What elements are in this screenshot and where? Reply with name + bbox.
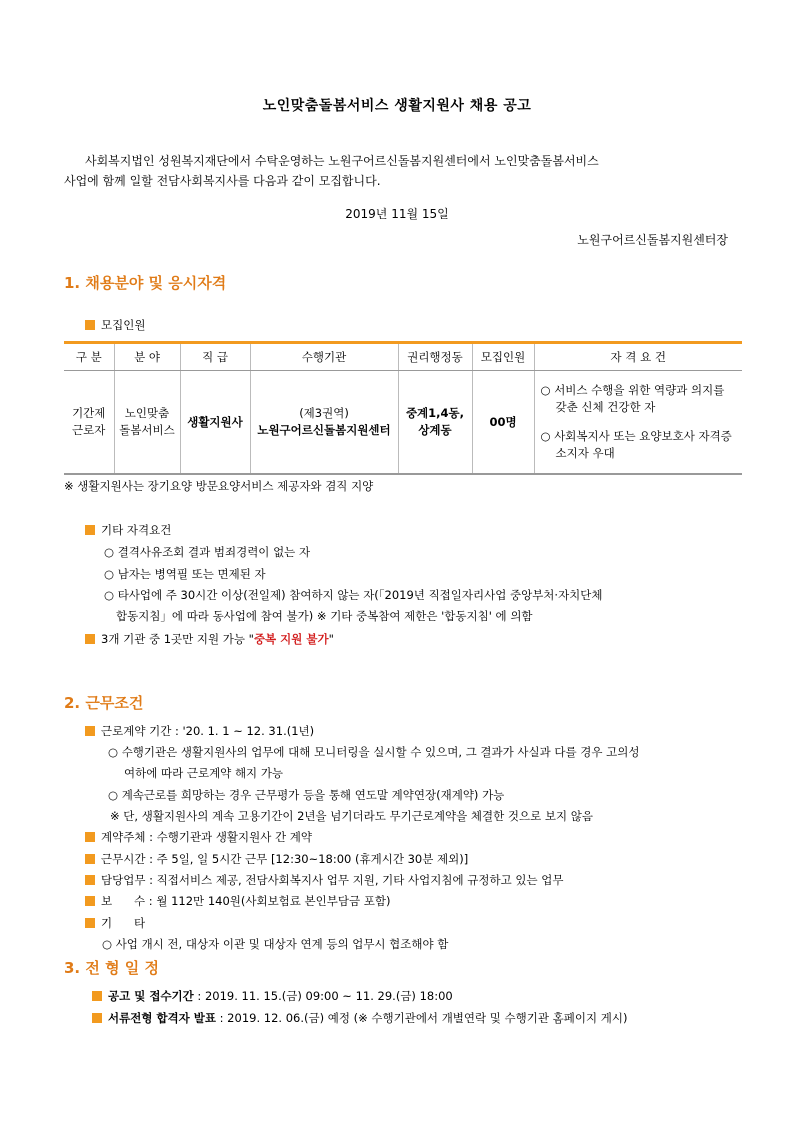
square-bullet-icon bbox=[85, 832, 95, 842]
cell-district: 중계1,4동, 상계동 bbox=[398, 371, 472, 475]
other-item: ○ 타사업에 주 30시간 이상(전일제) 참여하지 않는 자(「2019년 직접일자리사업 중앙부처·자치단체 bbox=[104, 588, 603, 602]
section3-heading: 3. 전 형 일 정 bbox=[64, 959, 159, 977]
duplicate-warning: 중복 지원 불가 bbox=[253, 632, 329, 646]
contract-note: ※ 단, 생활지원사의 계속 고용기간이 2년을 넘기더라도 무기근로계약을 체결한 것으로 보지 않음 bbox=[110, 809, 593, 823]
square-bullet-icon bbox=[85, 896, 95, 906]
cell-agency: (제3권역) 노원구어르신돌봄지원센터 bbox=[250, 371, 398, 475]
square-bullet-icon bbox=[85, 854, 95, 864]
signer: 노원구어르신돌봄지원센터장 bbox=[577, 233, 728, 247]
cell-rank: 생활지원사 bbox=[180, 371, 250, 475]
contract-note: ○ 수행기관은 생활지원사의 업무에 대해 모니터링을 실시할 수 있으며, 그 결과가 사실과 다를 경우 고의성 bbox=[108, 745, 640, 759]
table-header-row bbox=[64, 343, 742, 371]
square-bullet-icon bbox=[85, 875, 95, 885]
work-item: 계약주체 : 수행기관과 생활지원사 간 계약 bbox=[85, 829, 312, 845]
intro-line-2: 사업에 함께 일할 전담사회복지사를 다음과 같이 모집합니다. bbox=[64, 174, 381, 188]
recruit-label: 모집인원 bbox=[85, 317, 145, 333]
etc-note: ○ 사업 개시 전, 대상자 이관 및 대상자 연계 등의 업무시 협조해야 함 bbox=[102, 937, 449, 951]
square-bullet-icon bbox=[85, 726, 95, 736]
table-header: 구 분 bbox=[64, 343, 114, 371]
page-title: 노인맞춤돌봄서비스 생활지원사 채용 공고 bbox=[262, 98, 532, 114]
table-note: ※ 생활지원사는 장기요양 방문요양서비스 제공자와 겸직 지양 bbox=[64, 479, 374, 493]
section1-heading: 1. 채용분야 및 응시자격 bbox=[64, 274, 227, 292]
contract-period: 근로계약 기간 : '20. 1. 1 ~ 12. 31.(1년) bbox=[85, 723, 314, 739]
table-header: 분 야 bbox=[114, 343, 180, 371]
schedule-item: 공고 및 접수기간 : 2019. 11. 15.(금) 09:00 ~ 11. 29.(금) 18:00 bbox=[92, 988, 453, 1004]
table-header: 직 급 bbox=[180, 343, 250, 371]
cell-requirements: ○ 서비스 수행을 위한 역량과 의지를 갖춘 신체 건강한 자 ○ 사회복지사 또는 요양보호사 자격증 소지자 우대 bbox=[534, 371, 742, 475]
cell-category: 기간제 근로자 bbox=[64, 371, 114, 475]
square-bullet-icon bbox=[85, 634, 95, 644]
work-item: 근무시간 : 주 5일, 일 5시간 근무 [12:30~18:00 (휴게시간 30분 제외)] bbox=[85, 851, 468, 867]
section2-heading: 2. 근무조건 bbox=[64, 694, 144, 712]
other-item: ○ 결격사유조회 결과 범죄경력이 없는 자 bbox=[104, 545, 311, 559]
table-row bbox=[64, 371, 742, 475]
table-header: 수행기관 bbox=[250, 343, 398, 371]
square-bullet-icon bbox=[85, 320, 95, 330]
contract-note: 여하에 따라 근로계약 해지 가능 bbox=[124, 766, 284, 780]
square-bullet-icon bbox=[85, 525, 95, 535]
square-bullet-icon bbox=[85, 918, 95, 928]
intro-line-1: 사회복지법인 성원복지재단에서 수탁운영하는 노원구어르신돌봄지원센터에서 노인맞춤돌봄서비스 bbox=[85, 154, 599, 168]
table-header: 모집인원 bbox=[472, 343, 534, 371]
square-bullet-icon bbox=[92, 1013, 102, 1023]
work-item: 보 수 : 월 112만 140원(사회보험료 본인부담금 포함) bbox=[85, 893, 390, 909]
cell-count: 00명 bbox=[472, 371, 534, 475]
other-item: 합동지침」에 따라 동사업에 참여 불가) ※ 기타 중복참여 제한은 '합동지침' 에 의함 bbox=[116, 609, 533, 623]
work-item: 기 타 bbox=[85, 915, 145, 931]
square-bullet-icon bbox=[92, 991, 102, 1001]
contract-note: ○ 계속근로를 희망하는 경우 근무평가 등을 통해 연도말 계약연장(재계약) 가능 bbox=[108, 788, 505, 802]
cell-field: 노인맞춤 돌봄서비스 bbox=[114, 371, 180, 475]
announcement-date: 2019년 11월 15일 bbox=[345, 207, 449, 221]
other-item: ○ 남자는 병역필 또는 면제된 자 bbox=[104, 567, 266, 581]
other-requirements-label: 기타 자격요건 bbox=[85, 522, 171, 538]
table-header: 권리행정동 bbox=[398, 343, 472, 371]
schedule-item: 서류전형 합격자 발표 : 2019. 12. 06.(금) 예정 (※ 수행기관에서 개별연락 및 수행기관 홈페이지 게시) bbox=[92, 1010, 627, 1026]
apply-limit: 3개 기관 중 1곳만 지원 가능 "중복 지원 불가" bbox=[85, 631, 334, 647]
table-header: 자 격 요 건 bbox=[534, 343, 742, 371]
recruitment-table bbox=[64, 341, 742, 475]
work-item: 담당업무 : 직접서비스 제공, 전담사회복지사 업무 지원, 기타 사업지침에 규정하고 있는 업무 bbox=[85, 872, 563, 888]
